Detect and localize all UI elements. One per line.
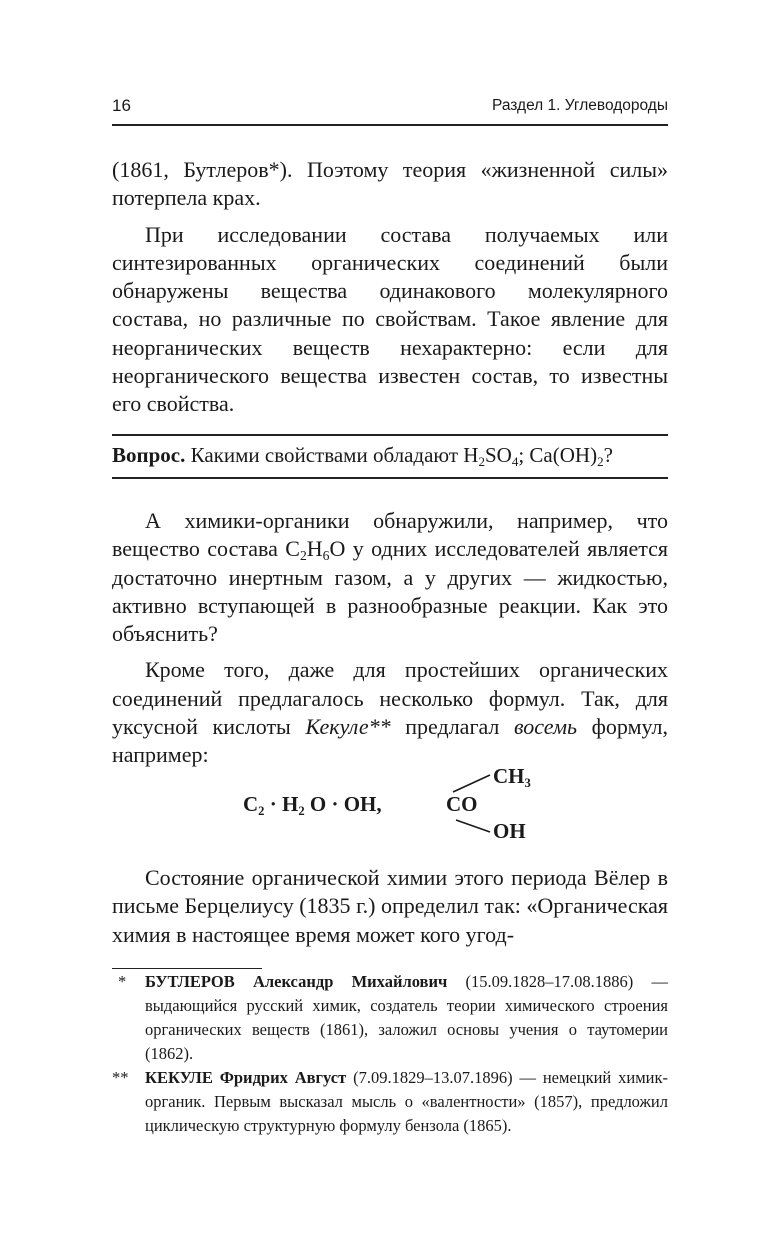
- page-number: 16: [112, 96, 131, 115]
- paragraph-4: Кроме того, даже для простейших органических соединений предлагалось несколько формул. Так, для уксусной кислоты Кекуле** предлагал восемь формул, например:: [112, 657, 669, 768]
- question-bottom-rule: [112, 477, 668, 479]
- footnote-mark: *: [118, 972, 127, 991]
- footnote-mark: **: [112, 1068, 129, 1087]
- header-rule: [112, 124, 668, 126]
- kekule-name: Кекуле**: [305, 714, 391, 740]
- question-text: Какими свойствами обладают: [190, 443, 459, 467]
- formula-linear: $C_2 \cdot H_2$ O · OH,: [243, 792, 382, 818]
- question-box: Вопрос. Какими свойствами обладают $H_2SO_4$; $Ca(OH)_2$?: [112, 443, 613, 469]
- question-top-rule: [112, 434, 668, 436]
- running-title: Раздел 1. Углеводороды: [492, 97, 668, 114]
- formula-c2h6o: $C_2H_6O$: [285, 536, 346, 564]
- bond-to-ch3: [453, 775, 490, 792]
- formula-sulfuric-acid: $H_2SO_4$: [463, 443, 519, 469]
- footnote-name: БУТЛЕРОВ Александр Михайлович: [145, 972, 448, 991]
- paragraph-1: (1861, Бутлеров*). Поэтому теория «жизненной силы» потерпела крах.: [112, 157, 668, 211]
- footnote-kekule: ** КЕКУЛЕ Фридрих Август (7.09.1829–13.07.1896) — немецкий химик-органик. Первым высказал мысль о «валентности» (1857), предложил циклическую структурную формулу бензола (1865).: [112, 1068, 668, 1135]
- paragraph-3: А химики-органики обнаружили, например, что вещество состава $C_2H_6O$ у одних исследователей является достаточно инертным газом, а у других — жидкостью, активно вступающей в разнообразные реакции. Как это объяснить?: [112, 508, 669, 647]
- body-text-top: [112, 156, 668, 419]
- footnotes: [112, 970, 668, 1138]
- formula-calcium-hydroxide: $Ca(OH)_2$: [529, 443, 604, 469]
- emphasis-eight: восемь: [514, 714, 578, 740]
- question-label: Вопрос.: [112, 443, 186, 467]
- paragraph-2: При исследовании состава получаемых или синтезированных органических соединений были обнаружены вещества одинакового молекулярного состава, но различные по свойствам. Такое явление для неорганических веществ нехарактерно: если для неорганического вещества известен состав, то известны его свойства.: [112, 221, 668, 417]
- formula-oh: OH: [493, 819, 526, 843]
- paragraph-5: Состояние органической химии этого периода Вёлер в письме Берцелиусу (1835 г.) определил так: «Органическая химия в настоящее время может кого угод-: [112, 865, 668, 947]
- footnote-name: КЕКУЛЕ Фридрих Август: [145, 1068, 347, 1087]
- footnote-butlerov: * БУТЛЕРОВ Александр Михайлович (15.09.1828–17.08.1886) — выдающийся русский химик, создатель теории химического строения органических веществ (1861), заложил основы учения о таутомерии (1862).: [118, 972, 668, 1063]
- formula-bonds: [440, 770, 510, 840]
- bond-to-oh: [456, 820, 490, 832]
- formula-ch3: $CH_3$: [493, 764, 531, 790]
- body-text-middle: [112, 507, 668, 770]
- formula-co: CO: [446, 792, 478, 816]
- body-text-bottom: [112, 864, 668, 949]
- footnote-rule: [112, 968, 262, 969]
